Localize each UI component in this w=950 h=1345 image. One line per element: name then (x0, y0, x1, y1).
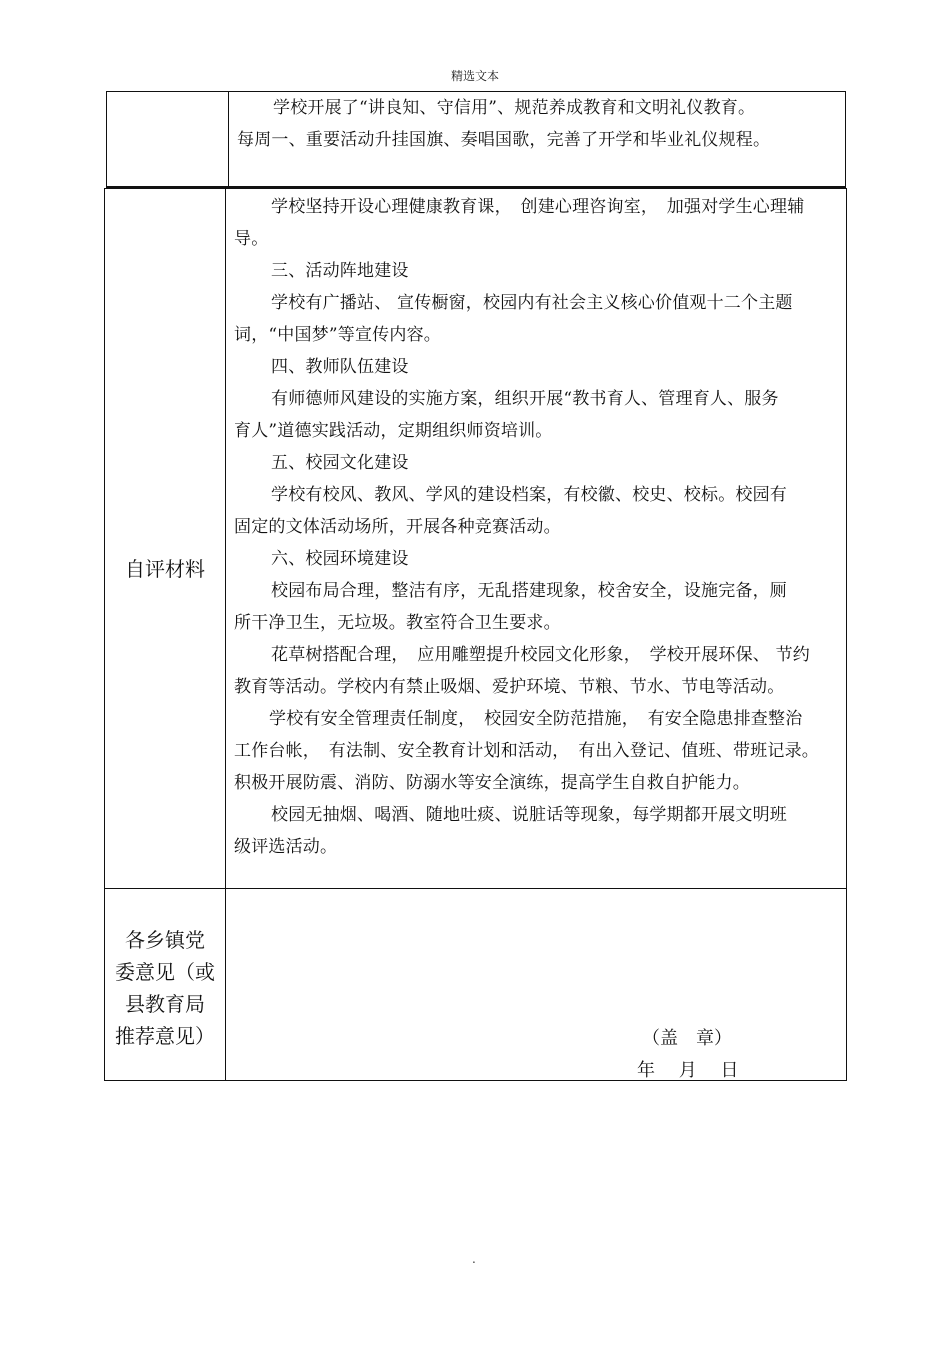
self-eval-line: 学校有校风、教风、学风的建设档案，有校徽、校史、校标。校园有 (271, 485, 787, 505)
self-eval-label: 自评材料 (125, 557, 205, 581)
self-eval-heading: 五、校园文化建设 (271, 453, 409, 473)
self-eval-line: 教育等活动。学校内有禁止吸烟、爱护环境、节粮、节水、节电等活动。 (234, 677, 785, 697)
self-eval-line: 词，“中国梦”等宣传内容。 (234, 325, 441, 345)
page-footer-dot: . (472, 1252, 476, 1266)
self-eval-line: 学校有安全管理责任制度， 校园安全防范措施， 有安全隐患排查整治 (269, 709, 803, 729)
top-table-divider (228, 91, 229, 188)
self-eval-heading: 三、活动阵地建设 (271, 261, 409, 281)
self-eval-line: 学校坚持开设心理健康教育课， 创建心理咨询室， 加强对学生心理辅 (271, 197, 805, 217)
top-row-line-1: 学校开展了“讲良知、守信用”、规范养成教育和文明礼仪教育。 (273, 98, 756, 118)
opinion-label-line: 县教育局 (125, 992, 205, 1016)
self-eval-line: 育人”道德实践活动，定期组织师资培训。 (234, 421, 553, 441)
main-table-divider (225, 188, 226, 1081)
self-eval-line: 工作台帐， 有法制、安全教育计划和活动， 有出入登记、值班、带班记录。 (234, 741, 819, 761)
main-table-row-separator (104, 888, 847, 889)
self-eval-heading: 六、校园环境建设 (271, 549, 409, 569)
self-eval-heading: 四、教师队伍建设 (271, 357, 409, 377)
self-eval-line: 有师德师风建设的实施方案，组织开展“教书育人、管理育人、服务 (271, 389, 779, 409)
self-eval-line: 级评选活动。 (234, 837, 338, 857)
self-eval-line: 花草树搭配合理， 应用雕塑提升校园文化形象， 学校开展环保、 节约 (271, 645, 811, 665)
page-header: 精选文本 (450, 69, 499, 83)
opinion-label-line: 推荐意见） (115, 1024, 215, 1048)
self-eval-line: 积极开展防震、消防、防溺水等安全演练，提高学生自救自护能力。 (234, 773, 750, 793)
self-eval-line: 导。 (234, 229, 269, 249)
self-eval-line: 固定的文体活动场所，开展各种竞赛活动。 (234, 517, 561, 537)
self-eval-line: 学校有广播站、 宣传橱窗，校园内有社会主义核心价值观十二个主题 (271, 293, 793, 313)
date-text: 年 月 日 (637, 1060, 739, 1081)
self-eval-line: 所干净卫生，无垃圾。教室符合卫生要求。 (234, 613, 561, 633)
self-eval-line: 校园布局合理，整洁有序，无乱搭建现象，校舍安全，设施完备，厕 (271, 581, 787, 601)
top-row-line-2: 每周一、重要活动升挂国旗、奏唱国歌，完善了开学和毕业礼仪规程。 (237, 130, 771, 150)
seal-text: （盖 章） (642, 1028, 732, 1049)
opinion-label-line: 委意见（或 (115, 960, 215, 984)
opinion-label-line: 各乡镇党 (125, 928, 205, 952)
self-eval-line: 校园无抽烟、喝酒、随地吐痰、说脏话等现象，每学期都开展文明班 (271, 805, 787, 825)
